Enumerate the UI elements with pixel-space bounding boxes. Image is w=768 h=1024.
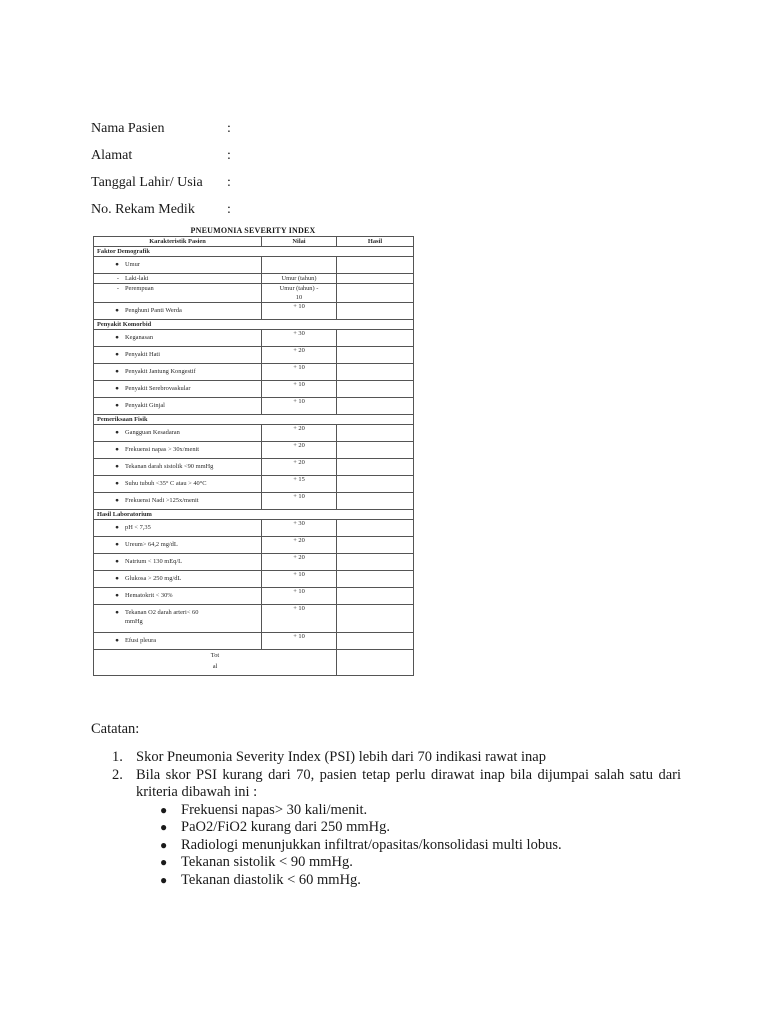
bullet-icon: ● [160, 837, 168, 852]
bullet-icon: ● [115, 592, 119, 599]
bullet-icon: ● [115, 541, 119, 548]
bullet-icon: ● [115, 480, 119, 487]
row-label-cont: mmHg [125, 618, 143, 625]
hasil-cell[interactable] [337, 330, 414, 347]
table-row [94, 493, 414, 510]
row-label: Tekanan O2 darah arteri< 60 [125, 609, 199, 616]
row-value: + 10 [262, 588, 337, 605]
field-label: Nama Pasien [91, 121, 165, 136]
field-rekam-medik [91, 200, 311, 227]
dash-marker: - [116, 285, 119, 292]
table-row [94, 364, 414, 381]
row-value: + 20 [262, 459, 337, 476]
patient-info-fields [91, 119, 311, 227]
hasil-cell[interactable] [337, 274, 414, 284]
bullet-icon: ● [115, 524, 119, 531]
bullet-icon: ● [115, 385, 119, 392]
row-value: + 10 [262, 364, 337, 381]
field-alamat [91, 146, 311, 173]
section-row-lab [94, 510, 414, 520]
hasil-cell[interactable] [337, 442, 414, 459]
row-value: Umur (tahun) [262, 274, 337, 284]
bullet-icon: ● [115, 575, 119, 582]
row-value: + 10 [262, 605, 337, 633]
bullet-icon: ● [160, 872, 168, 887]
row-value: + 10 [262, 633, 337, 650]
row-value: + 10 [262, 303, 337, 320]
field-separator: : [227, 121, 231, 136]
row-label: Glukosa > 250 mg/dL [125, 575, 182, 582]
list-number: 1. [112, 749, 123, 765]
criteria-list [136, 802, 681, 890]
criteria-item: ● Tekanan diastolik < 60 mmHg. [160, 871, 361, 888]
row-label: Suhu tubuh <35° C atau > 40°C [125, 480, 207, 487]
hasil-cell[interactable] [337, 537, 414, 554]
total-label-line1: Tot [210, 652, 220, 659]
section-label: Faktor Demografik [94, 247, 414, 257]
criteria-item: ● Tekanan sistolik < 90 mmHg. [160, 854, 353, 870]
table-row [94, 257, 414, 274]
table-row [94, 633, 414, 650]
section-label: Pemeriksaan Fisik [94, 415, 414, 425]
section-row-fisik [94, 415, 414, 425]
section-label: Hasil Laboratorium [94, 510, 414, 520]
table-row [94, 571, 414, 588]
list-item [91, 767, 681, 890]
table-header-row [94, 237, 414, 247]
hasil-cell[interactable] [337, 633, 414, 650]
hasil-cell[interactable] [337, 459, 414, 476]
table-row [94, 554, 414, 571]
row-value: + 20 [262, 442, 337, 459]
row-label: Keganasan [125, 334, 154, 341]
bullet-icon: ● [115, 351, 119, 358]
field-label: Alamat [91, 148, 133, 163]
notes-title: Catatan: [91, 721, 140, 737]
row-value: + 10 [262, 381, 337, 398]
psi-table-block [93, 225, 413, 676]
row-value: + 20 [262, 425, 337, 442]
bullet-icon: ● [115, 463, 119, 470]
hasil-cell[interactable] [337, 605, 414, 633]
hasil-cell[interactable] [337, 588, 414, 605]
hasil-cell[interactable] [337, 284, 414, 303]
list-number: 2. [112, 766, 123, 783]
table-row [94, 274, 414, 284]
table-row [94, 303, 414, 320]
row-label: Frekuensi napas > 30x/menit [125, 446, 200, 453]
hasil-cell[interactable] [337, 303, 414, 320]
row-value: + 20 [262, 347, 337, 364]
bullet-icon: ● [115, 402, 119, 409]
table-row [94, 442, 414, 459]
bullet-icon: ● [115, 368, 119, 375]
row-label: Frekuensi Nadi >125x/menit [125, 497, 199, 504]
row-value: + 30 [262, 520, 337, 537]
notes-list [91, 749, 681, 889]
row-value-line1: Umur (tahun) - [279, 285, 319, 292]
row-value: + 30 [262, 330, 337, 347]
row-value: + 10 [262, 493, 337, 510]
row-label: Penyakit Serebrovaskular [125, 385, 191, 392]
table-row [94, 330, 414, 347]
row-label: Hematokrit < 30% [125, 592, 173, 599]
bullet-icon: ● [160, 820, 168, 834]
row-label: pH < 7,35 [125, 524, 151, 531]
field-separator: : [227, 148, 231, 163]
table-row [94, 381, 414, 398]
bullet-icon: ● [115, 334, 119, 341]
row-label: Penghuni Panti Werda [125, 307, 182, 314]
hasil-cell[interactable] [337, 257, 414, 274]
bullet-icon: ● [115, 558, 119, 565]
row-label: Umur [125, 261, 140, 268]
bullet-icon: ● [115, 307, 119, 314]
bullet-icon: ● [115, 637, 119, 644]
field-separator: : [227, 175, 231, 190]
field-label: Tanggal Lahir/ Usia [91, 175, 203, 190]
row-label: Penyakit Ginjal [125, 402, 165, 409]
dash-marker: - [116, 275, 119, 282]
row-value: + 10 [262, 571, 337, 588]
table-row [94, 588, 414, 605]
list-item [91, 749, 681, 767]
row-value: + 20 [262, 537, 337, 554]
row-value: + 20 [262, 554, 337, 571]
bullet-icon: ● [160, 802, 168, 817]
hasil-cell[interactable] [337, 520, 414, 537]
table-row [94, 347, 414, 364]
row-label: Gangguan Kesadaran [125, 429, 180, 436]
table-row [94, 425, 414, 442]
hasil-cell[interactable] [337, 398, 414, 415]
hasil-cell[interactable] [337, 476, 414, 493]
table-row [94, 605, 414, 633]
psi-table [93, 236, 414, 676]
hasil-cell[interactable] [337, 381, 414, 398]
hasil-cell[interactable] [337, 425, 414, 442]
list-text: Skor Pneumonia Severity Index (PSI) lebih dari 70 indikasi rawat inap [136, 749, 546, 765]
row-label: Natrium < 130 mEq/L [125, 558, 183, 565]
hasil-cell[interactable] [337, 554, 414, 571]
total-row [94, 650, 414, 676]
field-nama-pasien [91, 119, 311, 146]
table-row [94, 459, 414, 476]
row-label: Perempuan [125, 285, 154, 292]
row-value: + 10 [262, 398, 337, 415]
row-label: Penyakit Hati [125, 351, 160, 358]
total-label-line2: al [212, 663, 218, 670]
table-row [94, 537, 414, 554]
criteria-item: ● Frekuensi napas> 30 kali/menit. [160, 801, 368, 818]
total-cell[interactable] [337, 650, 414, 676]
bullet-icon: ● [115, 261, 119, 268]
field-separator: : [227, 202, 231, 217]
bullet-icon: ● [115, 497, 119, 504]
table-row [94, 398, 414, 415]
row-label: Laki-laki [125, 275, 149, 282]
list-text: Bila skor PSI kurang dari 70, pasien tetap perlu dirawat inap bila dijumpai salah satu dari kriteria dibawah ini : [136, 766, 681, 800]
hasil-cell[interactable] [337, 364, 414, 381]
section-row-komorbid [94, 320, 414, 330]
criteria-item: ● PaO2/FiO2 kurang dari 250 mmHg. [160, 819, 391, 835]
row-label: Penyakit Jantung Kongestif [125, 368, 196, 375]
section-row-demografik [94, 247, 414, 257]
row-label: Efusi pleura [125, 637, 157, 644]
field-label: No. Rekam Medik [91, 202, 195, 217]
table-row [94, 520, 414, 537]
hasil-cell[interactable] [337, 571, 414, 588]
table-row [94, 284, 414, 303]
field-tanggal-lahir [91, 173, 311, 200]
hasil-cell[interactable] [337, 347, 414, 364]
row-label: Tekanan darah sistolik <90 mmHg [125, 463, 214, 470]
row-label: Ureum> 64,2 mg/dL [125, 541, 178, 548]
criteria-item: ● Radiologi menunjukkan infiltrat/opasitas/konsolidasi multi lobus. [160, 836, 562, 853]
bullet-icon: ● [160, 855, 168, 869]
hasil-cell[interactable] [337, 493, 414, 510]
header-hasil: Hasil [337, 237, 414, 247]
row-value-line2: 10 [295, 294, 303, 301]
psi-table-title: PNEUMONIA SEVERITY INDEX [190, 226, 316, 235]
bullet-icon: ● [115, 446, 119, 453]
header-nilai: Nilai [262, 237, 337, 247]
header-karakteristik: Karakteristik Pasien [94, 237, 262, 247]
bullet-icon: ● [115, 429, 119, 436]
section-label: Penyakit Komorbid [94, 320, 414, 330]
bullet-icon: ● [115, 609, 119, 616]
table-row [94, 476, 414, 493]
row-value: + 15 [262, 476, 337, 493]
notes-section [91, 719, 681, 889]
